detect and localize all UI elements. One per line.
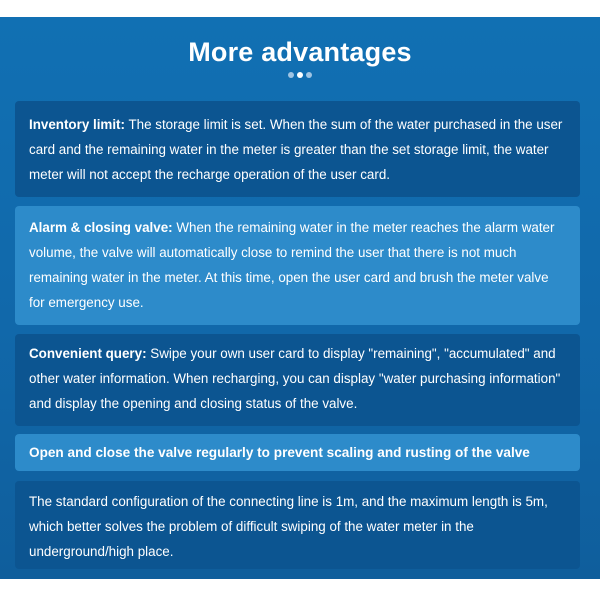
pager-dots [0, 72, 600, 80]
inventory-limit-lead: Inventory limit: [29, 117, 125, 132]
alarm-closing-valve-text: When the remaining water in the meter reaches the alarm water volume, the valve will automatically close to remind the user that there is not much remaining water in the meter. At this time, open the user card and brush the meter valve for emergency use. [29, 220, 555, 310]
connecting-line-card [15, 481, 580, 569]
inventory-limit-card [15, 101, 580, 197]
page-title: More advantages [188, 37, 412, 67]
convenient-query-text: Swipe your own user card to display "remaining", "accumulated" and other water information. When recharging, you can display "water purchasing information" and display the opening and closing status of the valve. [29, 346, 561, 411]
convenient-query-card [15, 334, 580, 426]
convenient-query-lead: Convenient query: [29, 346, 147, 361]
pager-dot [306, 72, 312, 78]
inventory-limit-text: The storage limit is set. When the sum of the water purchased in the user card and the remaining water in the meter is greater than the set storage limit, the water meter will not accept the recharge operation of the user card. [29, 117, 563, 182]
pager-dot [288, 72, 294, 78]
valve-maintenance-heading: Open and close the valve regularly to prevent scaling and rusting of the valve [29, 445, 530, 460]
connecting-line-text: The standard configuration of the connecting line is 1m, and the maximum length is 5m, which better solves the problem of difficult swiping of the water meter in the underground/high place. [29, 494, 548, 559]
alarm-closing-valve-card [15, 206, 580, 325]
valve-maintenance-card [15, 434, 580, 471]
alarm-closing-valve-lead: Alarm & closing valve: [29, 220, 173, 235]
pager-dot-active [297, 72, 303, 78]
